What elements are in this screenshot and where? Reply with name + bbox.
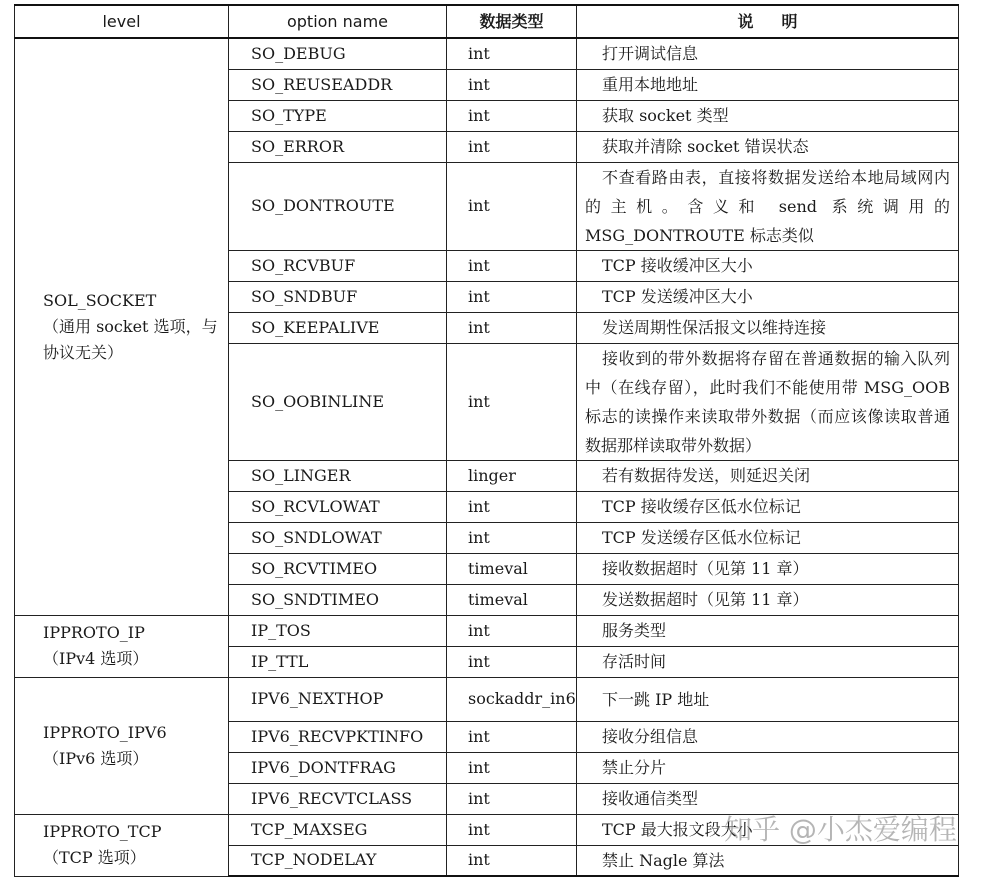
description-text: 接收分组信息 — [602, 727, 699, 746]
option-name-cell: SO_OOBINLINE — [229, 343, 447, 460]
description-cell — [577, 783, 959, 814]
description-cell — [577, 69, 959, 100]
description-text: 禁止 Nagle 算法 — [602, 850, 725, 870]
header-description: 说明 — [577, 5, 959, 38]
option-name-cell: SO_SNDBUF — [229, 281, 447, 312]
description-text: 获取 socket 类型 — [602, 106, 729, 125]
header-row — [15, 5, 959, 38]
description-text: 发送周期性保活报文以维持连接 — [602, 318, 827, 337]
description-cell — [577, 38, 959, 69]
level-name: IPPROTO_IPV6 — [43, 722, 167, 742]
socket-options-table — [14, 4, 959, 877]
description-cell — [577, 553, 959, 584]
description-text: TCP 接收缓存区低水位标记 — [602, 497, 801, 516]
data-type-cell: int — [447, 343, 577, 460]
option-name-cell: SO_ERROR — [229, 131, 447, 162]
description-cell — [577, 814, 959, 845]
option-name-cell: IPV6_RECVPKTINFO — [229, 721, 447, 752]
description-text: 若有数据待发送，则延迟关闭 — [602, 466, 811, 485]
description-cell — [577, 250, 959, 281]
description-text: 接收数据超时（见第 11 章） — [602, 559, 809, 578]
description-text: 接收通信类型 — [602, 789, 699, 808]
level-cell — [15, 814, 229, 876]
level-note: （IPv4 选项） — [43, 649, 149, 668]
table-row — [15, 615, 959, 646]
description-cell — [577, 312, 959, 343]
watermark: 知乎 @小杰爱编程 — [724, 813, 957, 846]
option-name-cell: SO_RCVLOWAT — [229, 491, 447, 522]
data-type-cell: int — [447, 69, 577, 100]
option-name-cell: SO_TYPE — [229, 100, 447, 131]
data-type-cell: int — [447, 491, 577, 522]
description-cell — [577, 584, 959, 615]
description-text: 发送数据超时（见第 11 章） — [602, 590, 809, 609]
data-type-cell: int — [447, 783, 577, 814]
option-name-cell: IP_TOS — [229, 615, 447, 646]
description-cell — [577, 460, 959, 491]
option-name-cell: SO_SNDTIMEO — [229, 584, 447, 615]
level-cell — [15, 38, 229, 615]
description-cell — [577, 677, 959, 721]
level-name: IPPROTO_IP — [43, 623, 145, 642]
description-text: 接收到的带外数据将存留在普通数据的输入队列中（在线存留），此时我们不能使用带 MSG_OOB 标志的读操作来读取带外数据（而应该像读取普通数据那样读取带外数据） — [585, 348, 950, 455]
description-text: 不查看路由表，直接将数据发送给本地局域网内的主机。含义和 send 系统调用的 MSG_DONTROUTE 标志类似 — [585, 167, 950, 245]
option-name-cell: SO_KEEPALIVE — [229, 312, 447, 343]
data-type-cell: int — [447, 281, 577, 312]
option-name-cell: IPV6_RECVTCLASS — [229, 783, 447, 814]
data-type-cell: linger — [447, 460, 577, 491]
option-name-cell: SO_REUSEADDR — [229, 69, 447, 100]
description-text: 禁止分片 — [602, 758, 667, 777]
table-row — [15, 814, 959, 845]
description-cell — [577, 281, 959, 312]
level-cell — [15, 615, 229, 677]
data-type-cell: int — [447, 814, 577, 845]
description-cell — [577, 522, 959, 553]
level-cell — [15, 677, 229, 814]
data-type-cell: int — [447, 752, 577, 783]
description-cell — [577, 845, 959, 876]
option-name-cell: SO_DONTROUTE — [229, 162, 447, 250]
level-note: （TCP 选项） — [43, 848, 146, 867]
option-name-cell: SO_RCVBUF — [229, 250, 447, 281]
option-name-cell: IPV6_DONTFRAG — [229, 752, 447, 783]
data-type-cell: int — [447, 721, 577, 752]
level-note: （通用 socket 选项，与协议无关） — [43, 316, 218, 362]
data-type-cell: int — [447, 845, 577, 876]
data-type-cell: int — [447, 162, 577, 250]
header-option-name: option name — [229, 5, 447, 38]
data-type-cell: int — [447, 38, 577, 69]
description-text: 打开调试信息 — [602, 44, 699, 64]
table-row — [15, 677, 959, 721]
option-name-cell: SO_DEBUG — [229, 38, 447, 69]
data-type-cell: int — [447, 312, 577, 343]
data-type-cell: timeval — [447, 584, 577, 615]
description-cell — [577, 162, 959, 250]
level-name: SOL_SOCKET — [43, 290, 157, 310]
option-name-cell: SO_RCVTIMEO — [229, 553, 447, 584]
table-row — [15, 38, 959, 69]
description-cell — [577, 131, 959, 162]
description-cell — [577, 646, 959, 677]
data-type-cell: int — [447, 131, 577, 162]
option-name-cell: SO_SNDLOWAT — [229, 522, 447, 553]
description-text: 下一跳 IP 地址 — [602, 689, 710, 709]
description-cell — [577, 752, 959, 783]
description-text: TCP 发送缓存区低水位标记 — [602, 528, 801, 547]
description-cell — [577, 721, 959, 752]
description-text: TCP 发送缓冲区大小 — [602, 287, 753, 306]
data-type-cell: int — [447, 250, 577, 281]
description-cell — [577, 343, 959, 460]
data-type-cell: timeval — [447, 553, 577, 584]
data-type-cell: int — [447, 615, 577, 646]
description-text: 重用本地地址 — [602, 75, 699, 94]
description-cell — [577, 100, 959, 131]
level-note: （IPv6 选项） — [43, 748, 149, 768]
option-name-cell: IP_TTL — [229, 646, 447, 677]
description-text: 服务类型 — [602, 621, 667, 640]
option-name-cell: TCP_MAXSEG — [229, 814, 447, 845]
description-text: 存活时间 — [602, 652, 667, 671]
data-type-cell: int — [447, 646, 577, 677]
data-type-cell: sockaddr_in6 — [447, 677, 577, 721]
option-name-cell: IPV6_NEXTHOP — [229, 677, 447, 721]
data-type-cell: int — [447, 100, 577, 131]
description-cell — [577, 615, 959, 646]
table-header — [15, 5, 959, 38]
description-cell — [577, 491, 959, 522]
description-text: 获取并清除 socket 错误状态 — [602, 137, 809, 156]
option-name-cell: TCP_NODELAY — [229, 845, 447, 876]
option-name-cell: SO_LINGER — [229, 460, 447, 491]
description-text: TCP 接收缓冲区大小 — [602, 256, 753, 275]
data-type-cell: int — [447, 522, 577, 553]
table-body — [15, 38, 959, 876]
level-name: IPPROTO_TCP — [43, 822, 162, 841]
description-text: TCP 最大报文段大小 — [602, 820, 753, 839]
header-level: level — [15, 5, 229, 38]
header-data-type: 数据类型 — [447, 5, 577, 38]
